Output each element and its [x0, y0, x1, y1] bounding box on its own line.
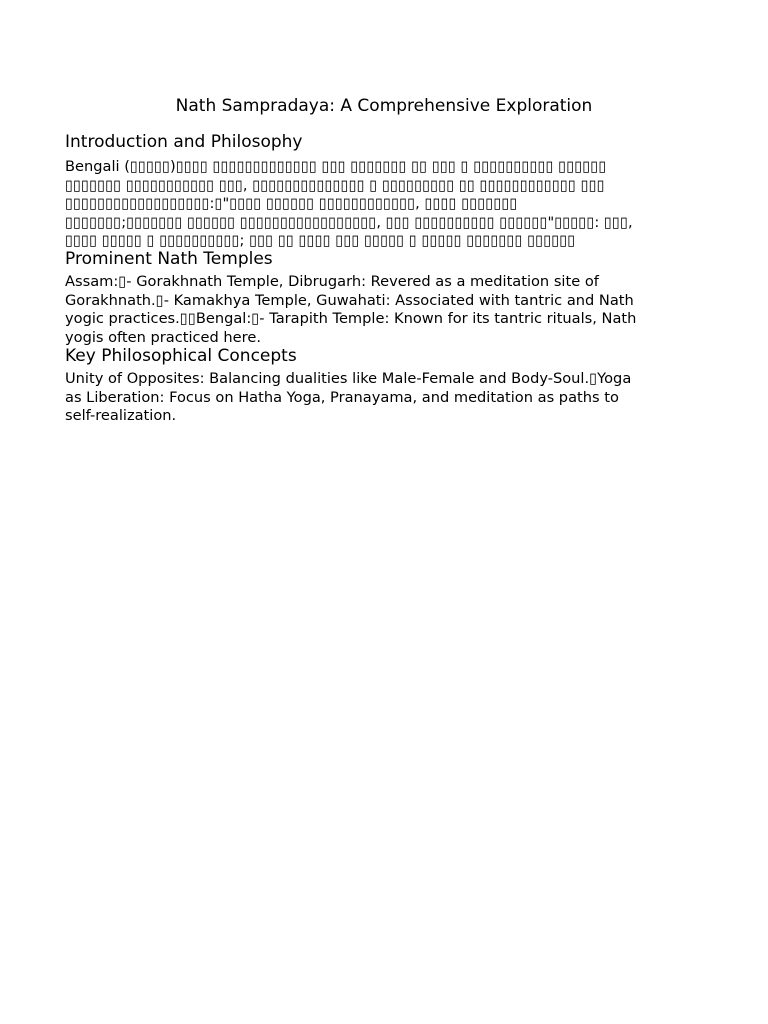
section-body-temples: Assam:▯- Gorakhnath Temple, Dibrugarh: Revered as a meditation site of Gorakhnath.▯- Kamakhya Temple, Guwahati: Associated with tantric and Nath yogic practices.▯▯Bengal:▯- Tarapith Temple: Known for its tantric rituals, Nath yogis often practiced here.	[65, 273, 637, 346]
section-body-introduction: Bengali (▯▯▯▯▯)▯▯▯▯ ▯▯▯▯▯▯▯▯▯▯▯▯▯ ▯▯▯ ▯▯▯▯▯▯▯ ▯▯ ▯▯▯ ▯ ▯▯▯▯▯▯▯▯▯▯ ▯▯▯▯▯▯ ▯▯▯▯▯▯▯ ▯▯▯▯▯▯▯▯▯▯▯ ▯▯▯, ▯▯▯▯▯▯▯▯▯▯▯▯▯▯ ▯ ▯▯▯▯▯▯▯▯▯ ▯▯ ▯▯▯▯▯▯▯▯▯▯▯▯ ▯▯▯ ▯▯▯▯▯▯▯▯▯▯▯▯▯▯▯▯▯▯:▯"▯▯▯▯ ▯▯▯▯▯▯ ▯▯▯▯▯▯▯▯▯▯▯▯, ▯▯▯▯ ▯▯▯▯▯▯▯ ▯▯▯▯▯▯▯;▯▯▯▯▯▯▯ ▯▯▯▯▯▯ ▯▯▯▯▯▯▯▯▯▯▯▯▯▯▯▯▯, ▯▯▯ ▯▯▯▯▯▯▯▯▯▯ ▯▯▯▯▯▯"▯▯▯▯▯: ▯▯▯, ▯▯▯▯ ▯▯▯▯▯ ▯ ▯▯▯▯▯▯▯▯▯▯; ▯▯▯ ▯▯ ▯▯▯▯ ▯▯▯ ▯▯▯▯▯ ▯ ▯▯▯▯▯ ▯▯▯▯▯▯▯ ▯▯▯▯▯▯	[65, 158, 633, 248]
section-body-concepts: Unity of Opposites: Balancing dualities like Male-Female and Body-Soul.▯Yoga as Liberation: Focus on Hatha Yoga, Pranayama, and meditation as paths to self-realization.	[65, 370, 632, 424]
section-heading-temples: Prominent Nath Temples	[65, 249, 273, 269]
document-title: Nath Sampradaya: A Comprehensive Exploration	[175, 96, 593, 116]
section-heading-concepts: Key Philosophical Concepts	[65, 346, 297, 366]
section-heading-introduction: Introduction and Philosophy	[65, 132, 303, 152]
